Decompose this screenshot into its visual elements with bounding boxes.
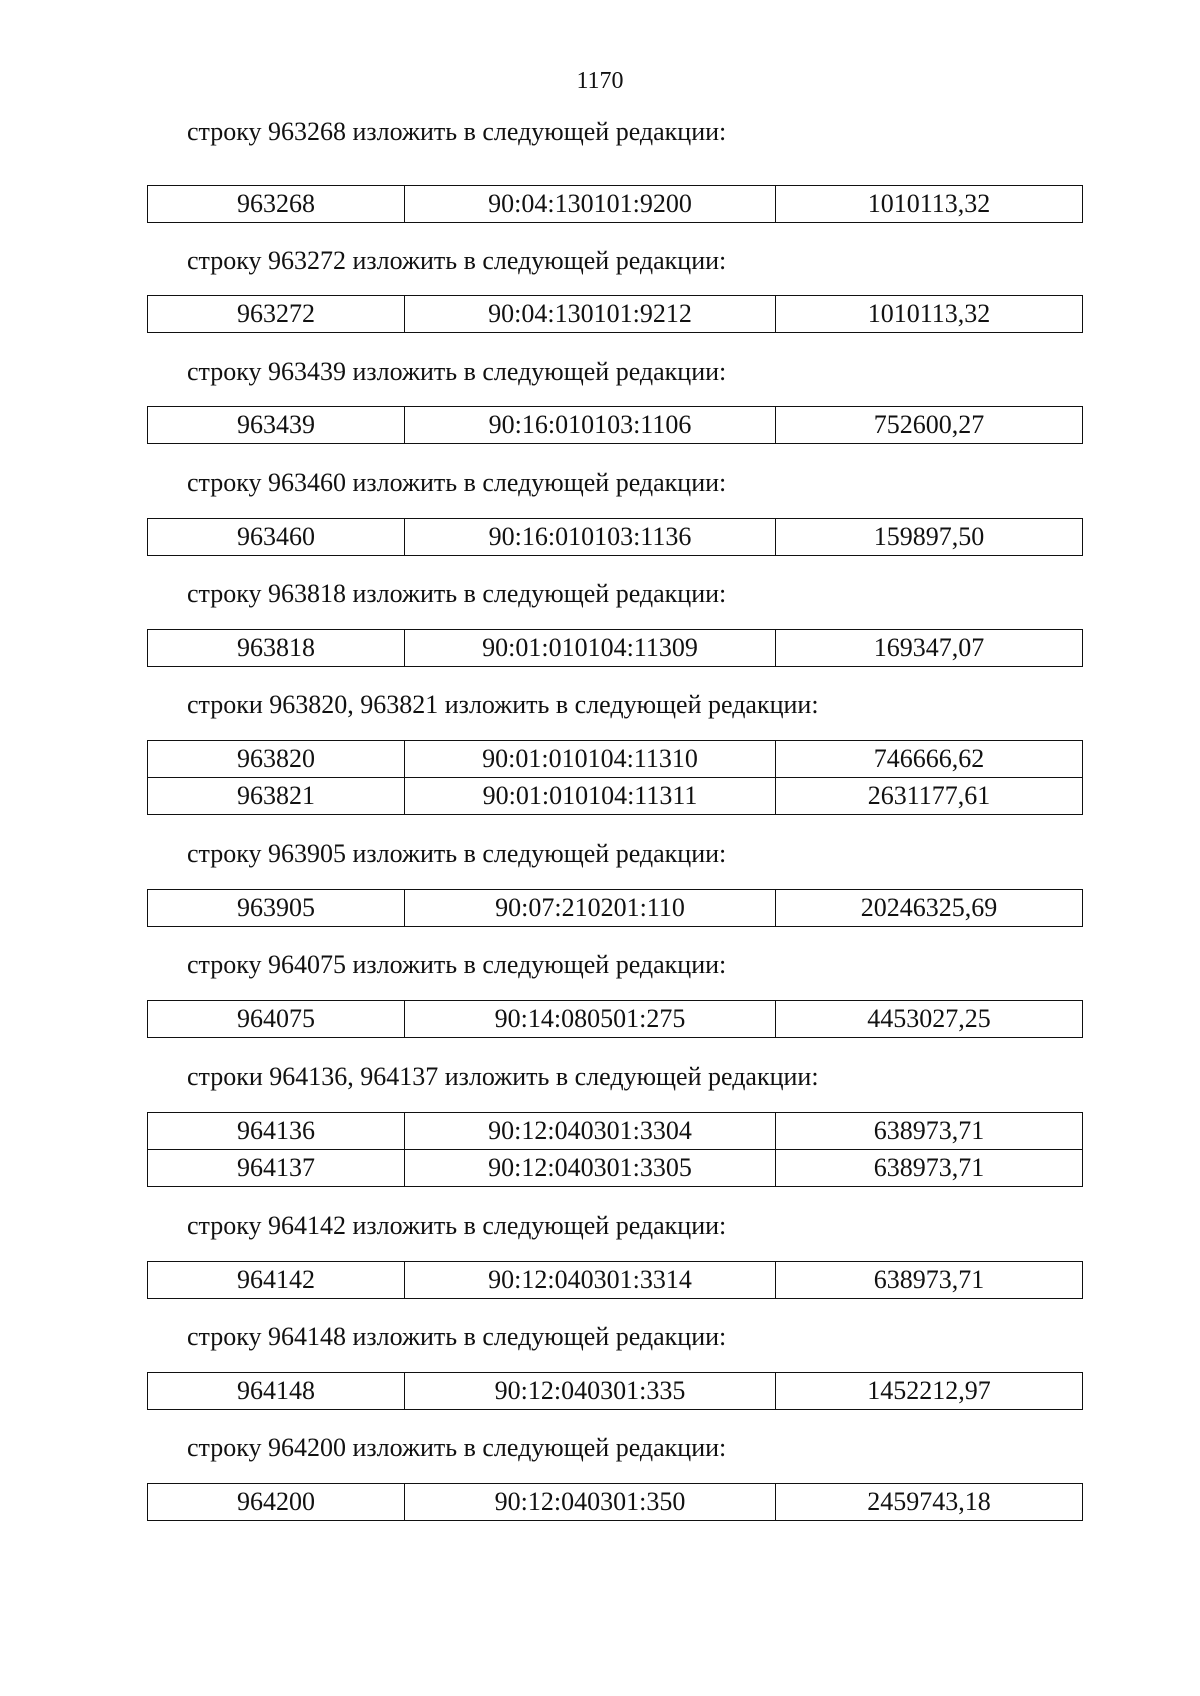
section-intro: строку 964142 изложить в следующей редакции: [187,1211,727,1240]
cadastral-number-cell: 90:01:010104:11309 [405,630,776,667]
entry-table [147,629,1083,667]
table-row [148,519,1083,556]
value-cell: 4453027,25 [776,1001,1083,1038]
entry-table [147,185,1083,223]
section-intro: строку 963272 изложить в следующей редакции: [187,246,727,275]
section-intro: строку 963818 изложить в следующей редакции: [187,579,727,608]
table-row [148,1484,1083,1521]
value-cell: 2459743,18 [776,1484,1083,1521]
entry-table [147,889,1083,927]
value-cell: 169347,07 [776,630,1083,667]
row-number-cell: 964148 [148,1373,405,1410]
row-number-cell: 964136 [148,1113,405,1150]
cadastral-number-cell: 90:01:010104:11310 [405,741,776,778]
entry-table [147,1112,1083,1187]
value-cell: 1010113,32 [776,186,1083,223]
table-row [148,1262,1083,1299]
row-number-cell: 964200 [148,1484,405,1521]
row-number-cell: 963818 [148,630,405,667]
table-row [148,890,1083,927]
section-intro: строку 963439 изложить в следующей редакции: [187,357,727,386]
table-row [148,1373,1083,1410]
table-row [148,741,1083,778]
section-intro: строку 964075 изложить в следующей редакции: [187,950,727,979]
row-number-cell: 963821 [148,778,405,815]
value-cell: 638973,71 [776,1113,1083,1150]
value-cell: 638973,71 [776,1150,1083,1187]
cadastral-number-cell: 90:16:010103:1106 [405,407,776,444]
cadastral-number-cell: 90:07:210201:110 [405,890,776,927]
cadastral-number-cell: 90:12:040301:335 [405,1373,776,1410]
cadastral-number-cell: 90:14:080501:275 [405,1001,776,1038]
table-row [148,407,1083,444]
value-cell: 159897,50 [776,519,1083,556]
section-intro: строку 964148 изложить в следующей редакции: [187,1322,727,1351]
section-intro: строки 963820, 963821 изложить в следующей редакции: [187,690,819,719]
table-row [148,1001,1083,1038]
cadastral-number-cell: 90:12:040301:3304 [405,1113,776,1150]
section-intro: строку 964200 изложить в следующей редакции: [187,1433,727,1462]
cadastral-number-cell: 90:04:130101:9212 [405,296,776,333]
row-number-cell: 963439 [148,407,405,444]
entry-table [147,518,1083,556]
row-number-cell: 963268 [148,186,405,223]
cadastral-number-cell: 90:16:010103:1136 [405,519,776,556]
value-cell: 746666,62 [776,741,1083,778]
cadastral-number-cell: 90:12:040301:3305 [405,1150,776,1187]
value-cell: 638973,71 [776,1262,1083,1299]
table-row [148,186,1083,223]
entry-table [147,295,1083,333]
cadastral-number-cell: 90:04:130101:9200 [405,186,776,223]
row-number-cell: 964075 [148,1001,405,1038]
cadastral-number-cell: 90:12:040301:3314 [405,1262,776,1299]
cadastral-number-cell: 90:12:040301:350 [405,1484,776,1521]
entry-table [147,740,1083,815]
row-number-cell: 964137 [148,1150,405,1187]
entry-table [147,1261,1083,1299]
row-number-cell: 963460 [148,519,405,556]
entry-table [147,406,1083,444]
table-row [148,778,1083,815]
value-cell: 20246325,69 [776,890,1083,927]
value-cell: 2631177,61 [776,778,1083,815]
table-row [148,296,1083,333]
entry-table [147,1483,1083,1521]
section-intro: строку 963460 изложить в следующей редакции: [187,468,727,497]
section-intro: строку 963905 изложить в следующей редакции: [187,839,727,868]
row-number-cell: 963905 [148,890,405,927]
row-number-cell: 963820 [148,741,405,778]
entry-table [147,1372,1083,1410]
table-row [148,630,1083,667]
entry-table [147,1000,1083,1038]
value-cell: 1010113,32 [776,296,1083,333]
section-intro: строки 964136, 964137 изложить в следующей редакции: [187,1062,819,1091]
section-intro: строку 963268 изложить в следующей редакции: [187,117,727,146]
table-row [148,1113,1083,1150]
cadastral-number-cell: 90:01:010104:11311 [405,778,776,815]
value-cell: 752600,27 [776,407,1083,444]
table-row [148,1150,1083,1187]
row-number-cell: 964142 [148,1262,405,1299]
value-cell: 1452212,97 [776,1373,1083,1410]
page-number: 1170 [576,68,624,94]
row-number-cell: 963272 [148,296,405,333]
